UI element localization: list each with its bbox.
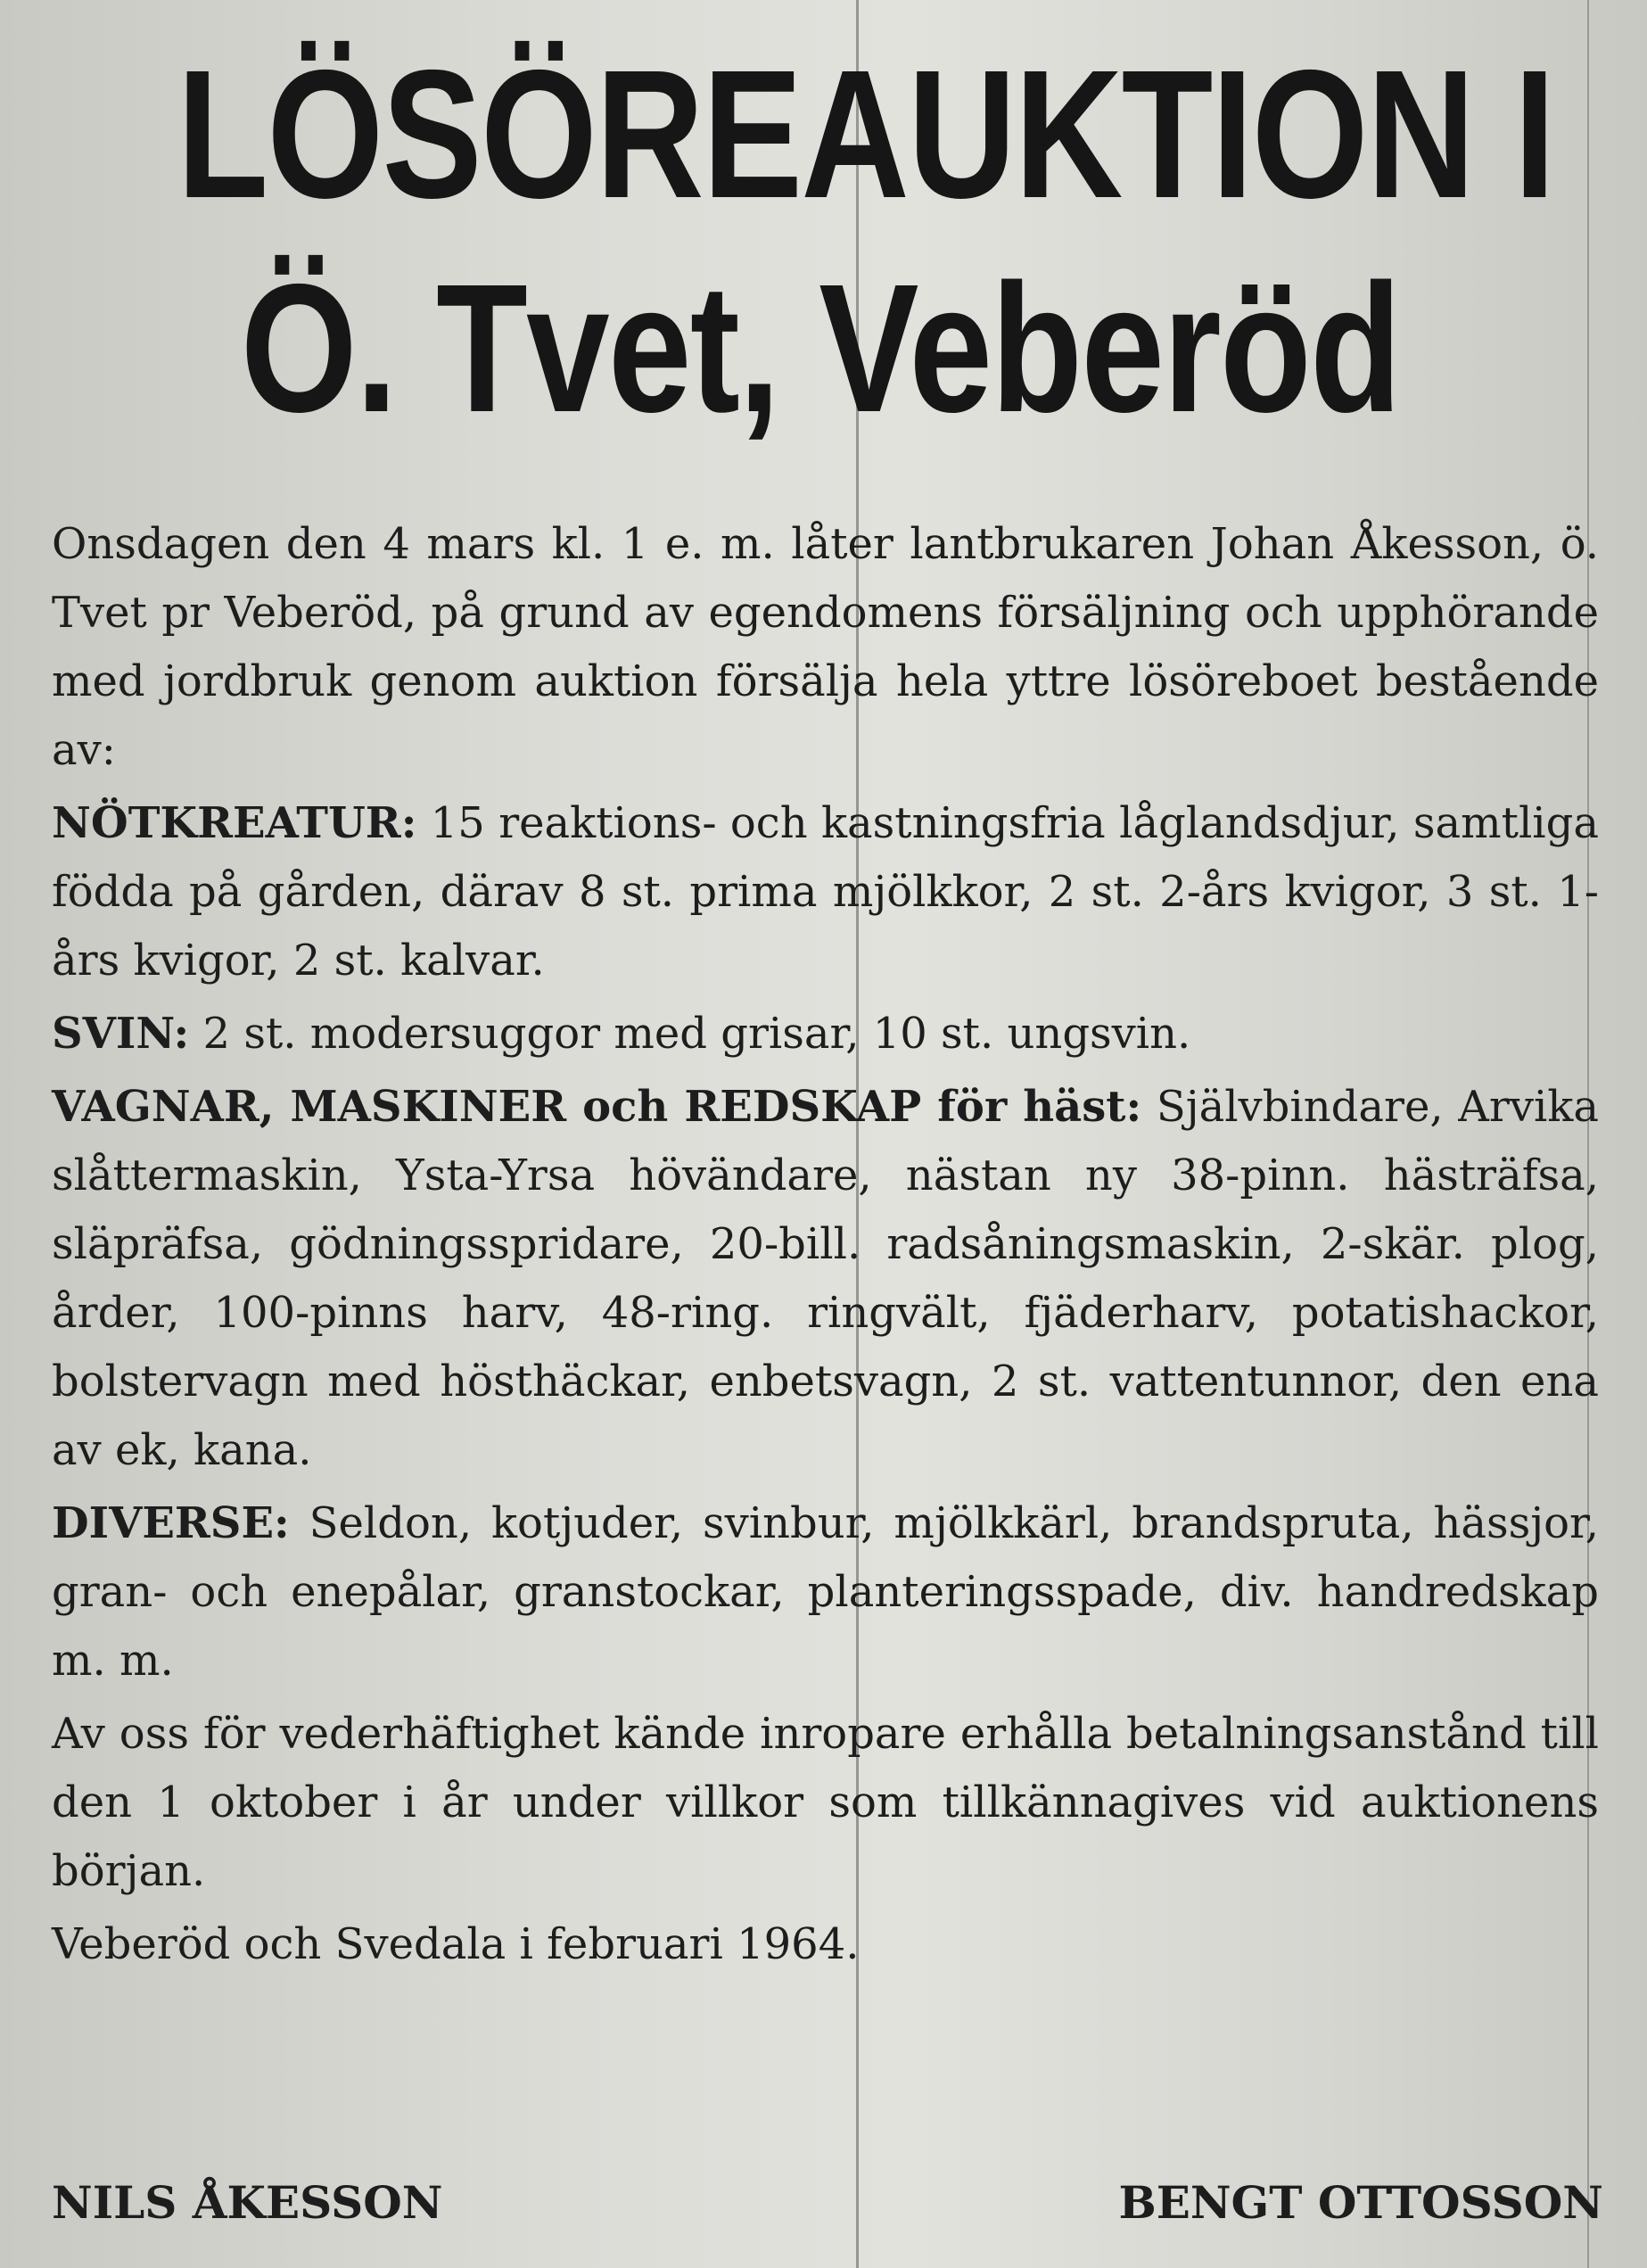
signature-left: NILS ÅKESSON	[52, 2176, 443, 2229]
signature-right: BENGT OTTOSSON	[1118, 2176, 1603, 2229]
intro-paragraph: Onsdagen den 4 mars kl. 1 e. m. låter lantbrukaren Johan Åkesson, ö. Tvet pr Veberöd, på grund av egendomens försäljning och upphörande med jordbruk genom auktion försälja hela yttre lösöreboet bestående av:	[52, 519, 1599, 775]
signature-row	[52, 2176, 1603, 2229]
section-text: 15 reaktions- och kastningsfria låglandsdjur, samtliga födda på gården, därav 8 st. prima mjölkkor, 2 st. 2-års kvigor, 3 st. 1-års kvigor, 2 st. kalvar.	[52, 798, 1599, 986]
advertisement-body	[52, 510, 1599, 1983]
section-text: 2 st. modersuggor med grisar, 10 st. ungsvin.	[202, 1009, 1191, 1059]
section-label: VAGNAR, MASKINER och REDSKAP för häst:	[52, 1082, 1142, 1132]
section-label: SVIN:	[52, 1009, 190, 1059]
headline-line-1: LÖSÖREAUKTION I	[177, 32, 1554, 236]
section-label: DIVERSE:	[52, 1498, 290, 1548]
terms-paragraph: Av oss för vederhäftighet kände inropare erhålla betalningsanstånd till den 1 oktober i år under villkor som tillkännagives vid auktionens början.	[52, 1709, 1599, 1896]
section-svin	[52, 1000, 1599, 1068]
section-text: Självbindare, Arvika slåttermaskin, Ysta-Yrsa hövändare, nästan ny 38-pinn. hästräfsa, släpräfsa, gödningsspridare, 20-bill. radsåningsmaskin, 2-skär. plog, årder, 100-pinns harv, 48-ring. ringvält, fjäderharv, potatishackor, bolstervagn med hösthäckar, enbetsvagn, 2 st. vattentunnor, den ena av ek, kana.	[52, 1082, 1599, 1475]
section-text: Seldon, kotjuder, svinbur, mjölkkärl, brandspruta, hässjor, gran- och enepålar, granstockar, planteringsspade, div. handredskap m. m.	[52, 1498, 1599, 1686]
section-vagnar	[52, 1073, 1599, 1485]
place-date: Veberöd och Svedala i februari 1964.	[52, 1919, 860, 1969]
section-label: NÖTKREATUR:	[52, 798, 417, 848]
section-notkreatur	[52, 789, 1599, 995]
section-diverse	[52, 1489, 1599, 1695]
headline-line-2: Ö. Tvet, Veberöd	[240, 246, 1401, 450]
